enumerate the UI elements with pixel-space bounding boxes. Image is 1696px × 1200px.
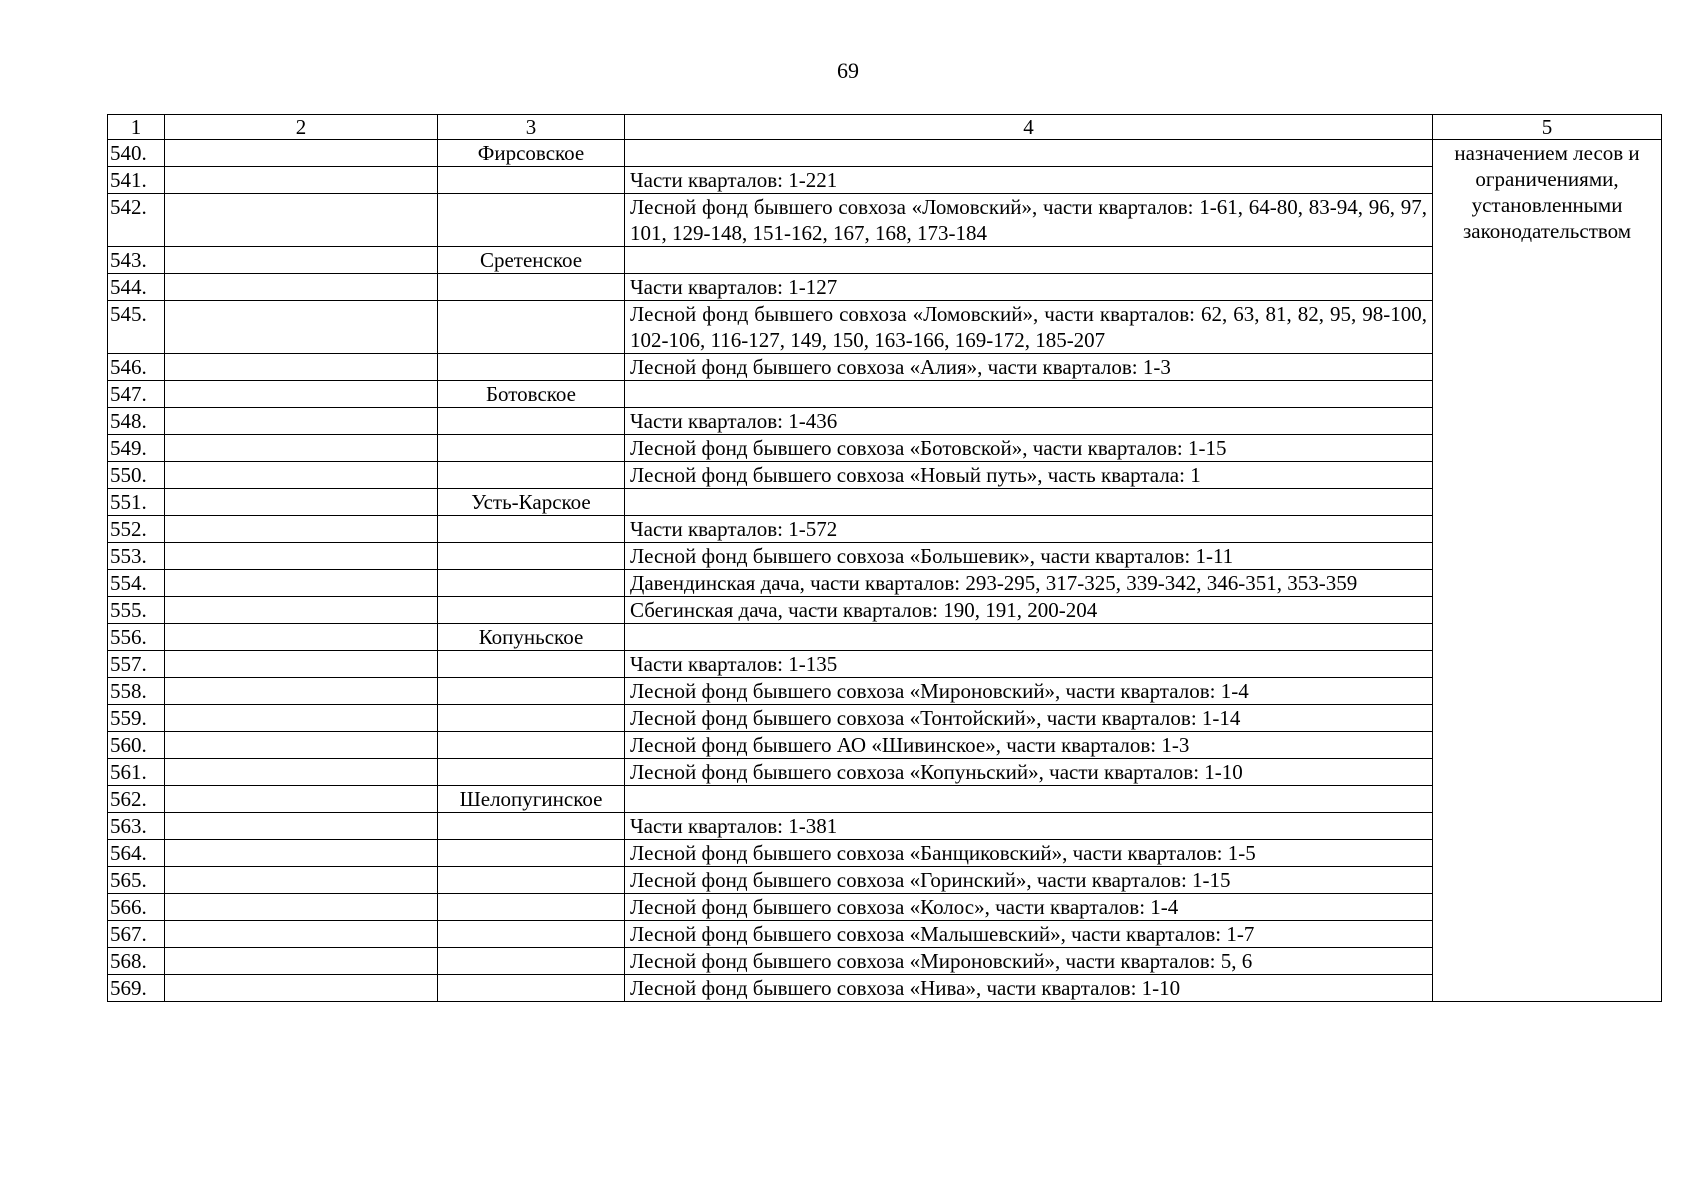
row-number-cell: 563. xyxy=(108,813,165,840)
column-2-cell xyxy=(165,543,438,570)
column-2-cell xyxy=(165,516,438,543)
row-number-cell: 546. xyxy=(108,354,165,381)
quarters-description-cell: Лесной фонд бывшего совхоза «Тонтойский», части кварталов: 1-14 xyxy=(625,705,1433,732)
quarters-description-cell: Части кварталов: 1-381 xyxy=(625,813,1433,840)
quarters-description-cell: Лесной фонд бывшего совхоза «Нива», части кварталов: 1-10 xyxy=(625,975,1433,1002)
table-row xyxy=(108,167,1662,194)
row-number-cell: 556. xyxy=(108,624,165,651)
column-2-cell xyxy=(165,705,438,732)
table-row xyxy=(108,624,1662,651)
column-2-cell xyxy=(165,489,438,516)
quarters-description-cell xyxy=(625,140,1433,167)
quarters-description-cell: Лесной фонд бывшего совхоза «Большевик», части кварталов: 1-11 xyxy=(625,543,1433,570)
row-number-cell: 554. xyxy=(108,570,165,597)
quarters-description-cell: Лесной фонд бывшего совхоза «Копуньский», части кварталов: 1-10 xyxy=(625,759,1433,786)
table-row xyxy=(108,840,1662,867)
table-body xyxy=(108,115,1662,1002)
table-row xyxy=(108,543,1662,570)
forestry-name-cell xyxy=(438,813,625,840)
column-2-cell xyxy=(165,867,438,894)
quarters-description-cell: Части кварталов: 1-127 xyxy=(625,274,1433,301)
quarters-description-cell: Лесной фонд бывшего совхоза «Малышевский», части кварталов: 1-7 xyxy=(625,921,1433,948)
table-row xyxy=(108,274,1662,301)
row-number-cell: 540. xyxy=(108,140,165,167)
forestry-name-cell: Копуньское xyxy=(438,624,625,651)
quarters-description-cell xyxy=(625,247,1433,274)
forestry-name-cell xyxy=(438,597,625,624)
quarters-description-cell: Лесной фонд бывшего совхоза «Ломовский», части кварталов: 1-61, 64-80, 83-94, 96, 97, 101, 129-148, 151-162, 167, 168, 173-184 xyxy=(625,194,1433,247)
row-number-cell: 544. xyxy=(108,274,165,301)
row-number-cell: 557. xyxy=(108,651,165,678)
forestry-name-cell xyxy=(438,354,625,381)
table-row xyxy=(108,194,1662,247)
column-2-cell xyxy=(165,408,438,435)
forestry-name-cell xyxy=(438,651,625,678)
table-row xyxy=(108,867,1662,894)
column-2-cell xyxy=(165,570,438,597)
forestry-name-cell: Сретенское xyxy=(438,247,625,274)
quarters-description-cell: Части кварталов: 1-572 xyxy=(625,516,1433,543)
forestry-name-cell: Шелопугинское xyxy=(438,786,625,813)
row-number-cell: 547. xyxy=(108,381,165,408)
forestry-name-cell xyxy=(438,167,625,194)
column-2-cell xyxy=(165,274,438,301)
quarters-description-cell xyxy=(625,624,1433,651)
row-number-cell: 550. xyxy=(108,462,165,489)
header-cell-4: 4 xyxy=(625,115,1433,140)
forest-register-table xyxy=(107,114,1662,1002)
forestry-name-cell xyxy=(438,975,625,1002)
row-number-cell: 545. xyxy=(108,301,165,354)
table-row xyxy=(108,381,1662,408)
row-number-cell: 552. xyxy=(108,516,165,543)
row-number-cell: 555. xyxy=(108,597,165,624)
forestry-name-cell xyxy=(438,759,625,786)
header-cell-1: 1 xyxy=(108,115,165,140)
quarters-description-cell: Лесной фонд бывшего совхоза «Ботовской», части кварталов: 1-15 xyxy=(625,435,1433,462)
row-number-cell: 566. xyxy=(108,894,165,921)
column-2-cell xyxy=(165,624,438,651)
row-number-cell: 559. xyxy=(108,705,165,732)
quarters-description-cell: Давендинская дача, части кварталов: 293-295, 317-325, 339-342, 346-351, 353-359 xyxy=(625,570,1433,597)
forestry-name-cell: Ботовское xyxy=(438,381,625,408)
quarters-description-cell: Лесной фонд бывшего совхоза «Колос», части кварталов: 1-4 xyxy=(625,894,1433,921)
column-2-cell xyxy=(165,140,438,167)
forestry-name-cell xyxy=(438,948,625,975)
table-row xyxy=(108,705,1662,732)
table-row xyxy=(108,354,1662,381)
column-2-cell xyxy=(165,921,438,948)
column-2-cell xyxy=(165,597,438,624)
quarters-description-cell: Части кварталов: 1-221 xyxy=(625,167,1433,194)
quarters-description-cell: Части кварталов: 1-436 xyxy=(625,408,1433,435)
column-2-cell xyxy=(165,354,438,381)
row-number-cell: 564. xyxy=(108,840,165,867)
forestry-name-cell xyxy=(438,462,625,489)
forestry-name-cell xyxy=(438,194,625,247)
column-2-cell xyxy=(165,194,438,247)
column-2-cell xyxy=(165,462,438,489)
column-2-cell xyxy=(165,975,438,1002)
quarters-description-cell xyxy=(625,381,1433,408)
forestry-name-cell xyxy=(438,867,625,894)
quarters-description-cell: Лесной фонд бывшего АО «Шивинское», части кварталов: 1-3 xyxy=(625,732,1433,759)
table-row xyxy=(108,732,1662,759)
column-2-cell xyxy=(165,678,438,705)
table-row xyxy=(108,597,1662,624)
table-row xyxy=(108,813,1662,840)
row-number-cell: 543. xyxy=(108,247,165,274)
table-row xyxy=(108,140,1662,167)
forestry-name-cell xyxy=(438,840,625,867)
forestry-name-cell xyxy=(438,894,625,921)
table-row xyxy=(108,516,1662,543)
column-2-cell xyxy=(165,840,438,867)
page-number: 69 xyxy=(837,58,859,83)
table-row xyxy=(108,651,1662,678)
row-number-cell: 561. xyxy=(108,759,165,786)
column-2-cell xyxy=(165,381,438,408)
column-2-cell xyxy=(165,732,438,759)
forestry-name-cell xyxy=(438,543,625,570)
row-number-cell: 549. xyxy=(108,435,165,462)
quarters-description-cell: Лесной фонд бывшего совхоза «Новый путь», часть квартала: 1 xyxy=(625,462,1433,489)
forestry-name-cell: Фирсовское xyxy=(438,140,625,167)
purpose-note-cell: назначением лесов и ограничениями, установленными законодательством xyxy=(1433,140,1662,1002)
quarters-description-cell: Части кварталов: 1-135 xyxy=(625,651,1433,678)
row-number-cell: 569. xyxy=(108,975,165,1002)
forestry-name-cell xyxy=(438,732,625,759)
column-2-cell xyxy=(165,813,438,840)
quarters-description-cell: Лесной фонд бывшего совхоза «Банщиковский», части кварталов: 1-5 xyxy=(625,840,1433,867)
forestry-name-cell xyxy=(438,435,625,462)
row-number-cell: 541. xyxy=(108,167,165,194)
row-number-cell: 548. xyxy=(108,408,165,435)
header-cell-5: 5 xyxy=(1433,115,1662,140)
quarters-description-cell xyxy=(625,786,1433,813)
table-row xyxy=(108,975,1662,1002)
column-2-cell xyxy=(165,894,438,921)
row-number-cell: 558. xyxy=(108,678,165,705)
forestry-name-cell xyxy=(438,678,625,705)
column-2-cell xyxy=(165,786,438,813)
forestry-name-cell xyxy=(438,408,625,435)
table-row xyxy=(108,948,1662,975)
forestry-name-cell xyxy=(438,516,625,543)
column-2-cell xyxy=(165,247,438,274)
table-row xyxy=(108,435,1662,462)
table-row xyxy=(108,489,1662,516)
column-2-cell xyxy=(165,167,438,194)
table-row xyxy=(108,570,1662,597)
forestry-name-cell xyxy=(438,301,625,354)
row-number-cell: 560. xyxy=(108,732,165,759)
table-row xyxy=(108,408,1662,435)
table-row xyxy=(108,462,1662,489)
quarters-description-cell: Лесной фонд бывшего совхоза «Мироновский», части кварталов: 5, 6 xyxy=(625,948,1433,975)
column-2-cell xyxy=(165,948,438,975)
row-number-cell: 542. xyxy=(108,194,165,247)
column-2-cell xyxy=(165,759,438,786)
row-number-cell: 568. xyxy=(108,948,165,975)
table-row xyxy=(108,678,1662,705)
column-2-cell xyxy=(165,301,438,354)
header-row xyxy=(108,115,1662,140)
quarters-description-cell: Лесной фонд бывшего совхоза «Алия», части кварталов: 1-3 xyxy=(625,354,1433,381)
row-number-cell: 567. xyxy=(108,921,165,948)
table-row xyxy=(108,301,1662,354)
quarters-description-cell: Лесной фонд бывшего совхоза «Ломовский», части кварталов: 62, 63, 81, 82, 95, 98-100, 102-106, 116-127, 149, 150, 163-166, 169-172, 185-207 xyxy=(625,301,1433,354)
row-number-cell: 565. xyxy=(108,867,165,894)
row-number-cell: 553. xyxy=(108,543,165,570)
row-number-cell: 551. xyxy=(108,489,165,516)
quarters-description-cell: Сбегинская дача, части кварталов: 190, 191, 200-204 xyxy=(625,597,1433,624)
forestry-name-cell xyxy=(438,921,625,948)
table-row xyxy=(108,759,1662,786)
table-row xyxy=(108,921,1662,948)
quarters-description-cell xyxy=(625,489,1433,516)
quarters-description-cell: Лесной фонд бывшего совхоза «Мироновский», части кварталов: 1-4 xyxy=(625,678,1433,705)
header-cell-3: 3 xyxy=(438,115,625,140)
quarters-description-cell: Лесной фонд бывшего совхоза «Горинский», части кварталов: 1-15 xyxy=(625,867,1433,894)
forestry-name-cell xyxy=(438,274,625,301)
column-2-cell xyxy=(165,435,438,462)
column-2-cell xyxy=(165,651,438,678)
forestry-name-cell xyxy=(438,705,625,732)
row-number-cell: 562. xyxy=(108,786,165,813)
forestry-name-cell: Усть-Карское xyxy=(438,489,625,516)
table-row xyxy=(108,247,1662,274)
table-row xyxy=(108,786,1662,813)
header-cell-2: 2 xyxy=(165,115,438,140)
forestry-name-cell xyxy=(438,570,625,597)
table-row xyxy=(108,894,1662,921)
